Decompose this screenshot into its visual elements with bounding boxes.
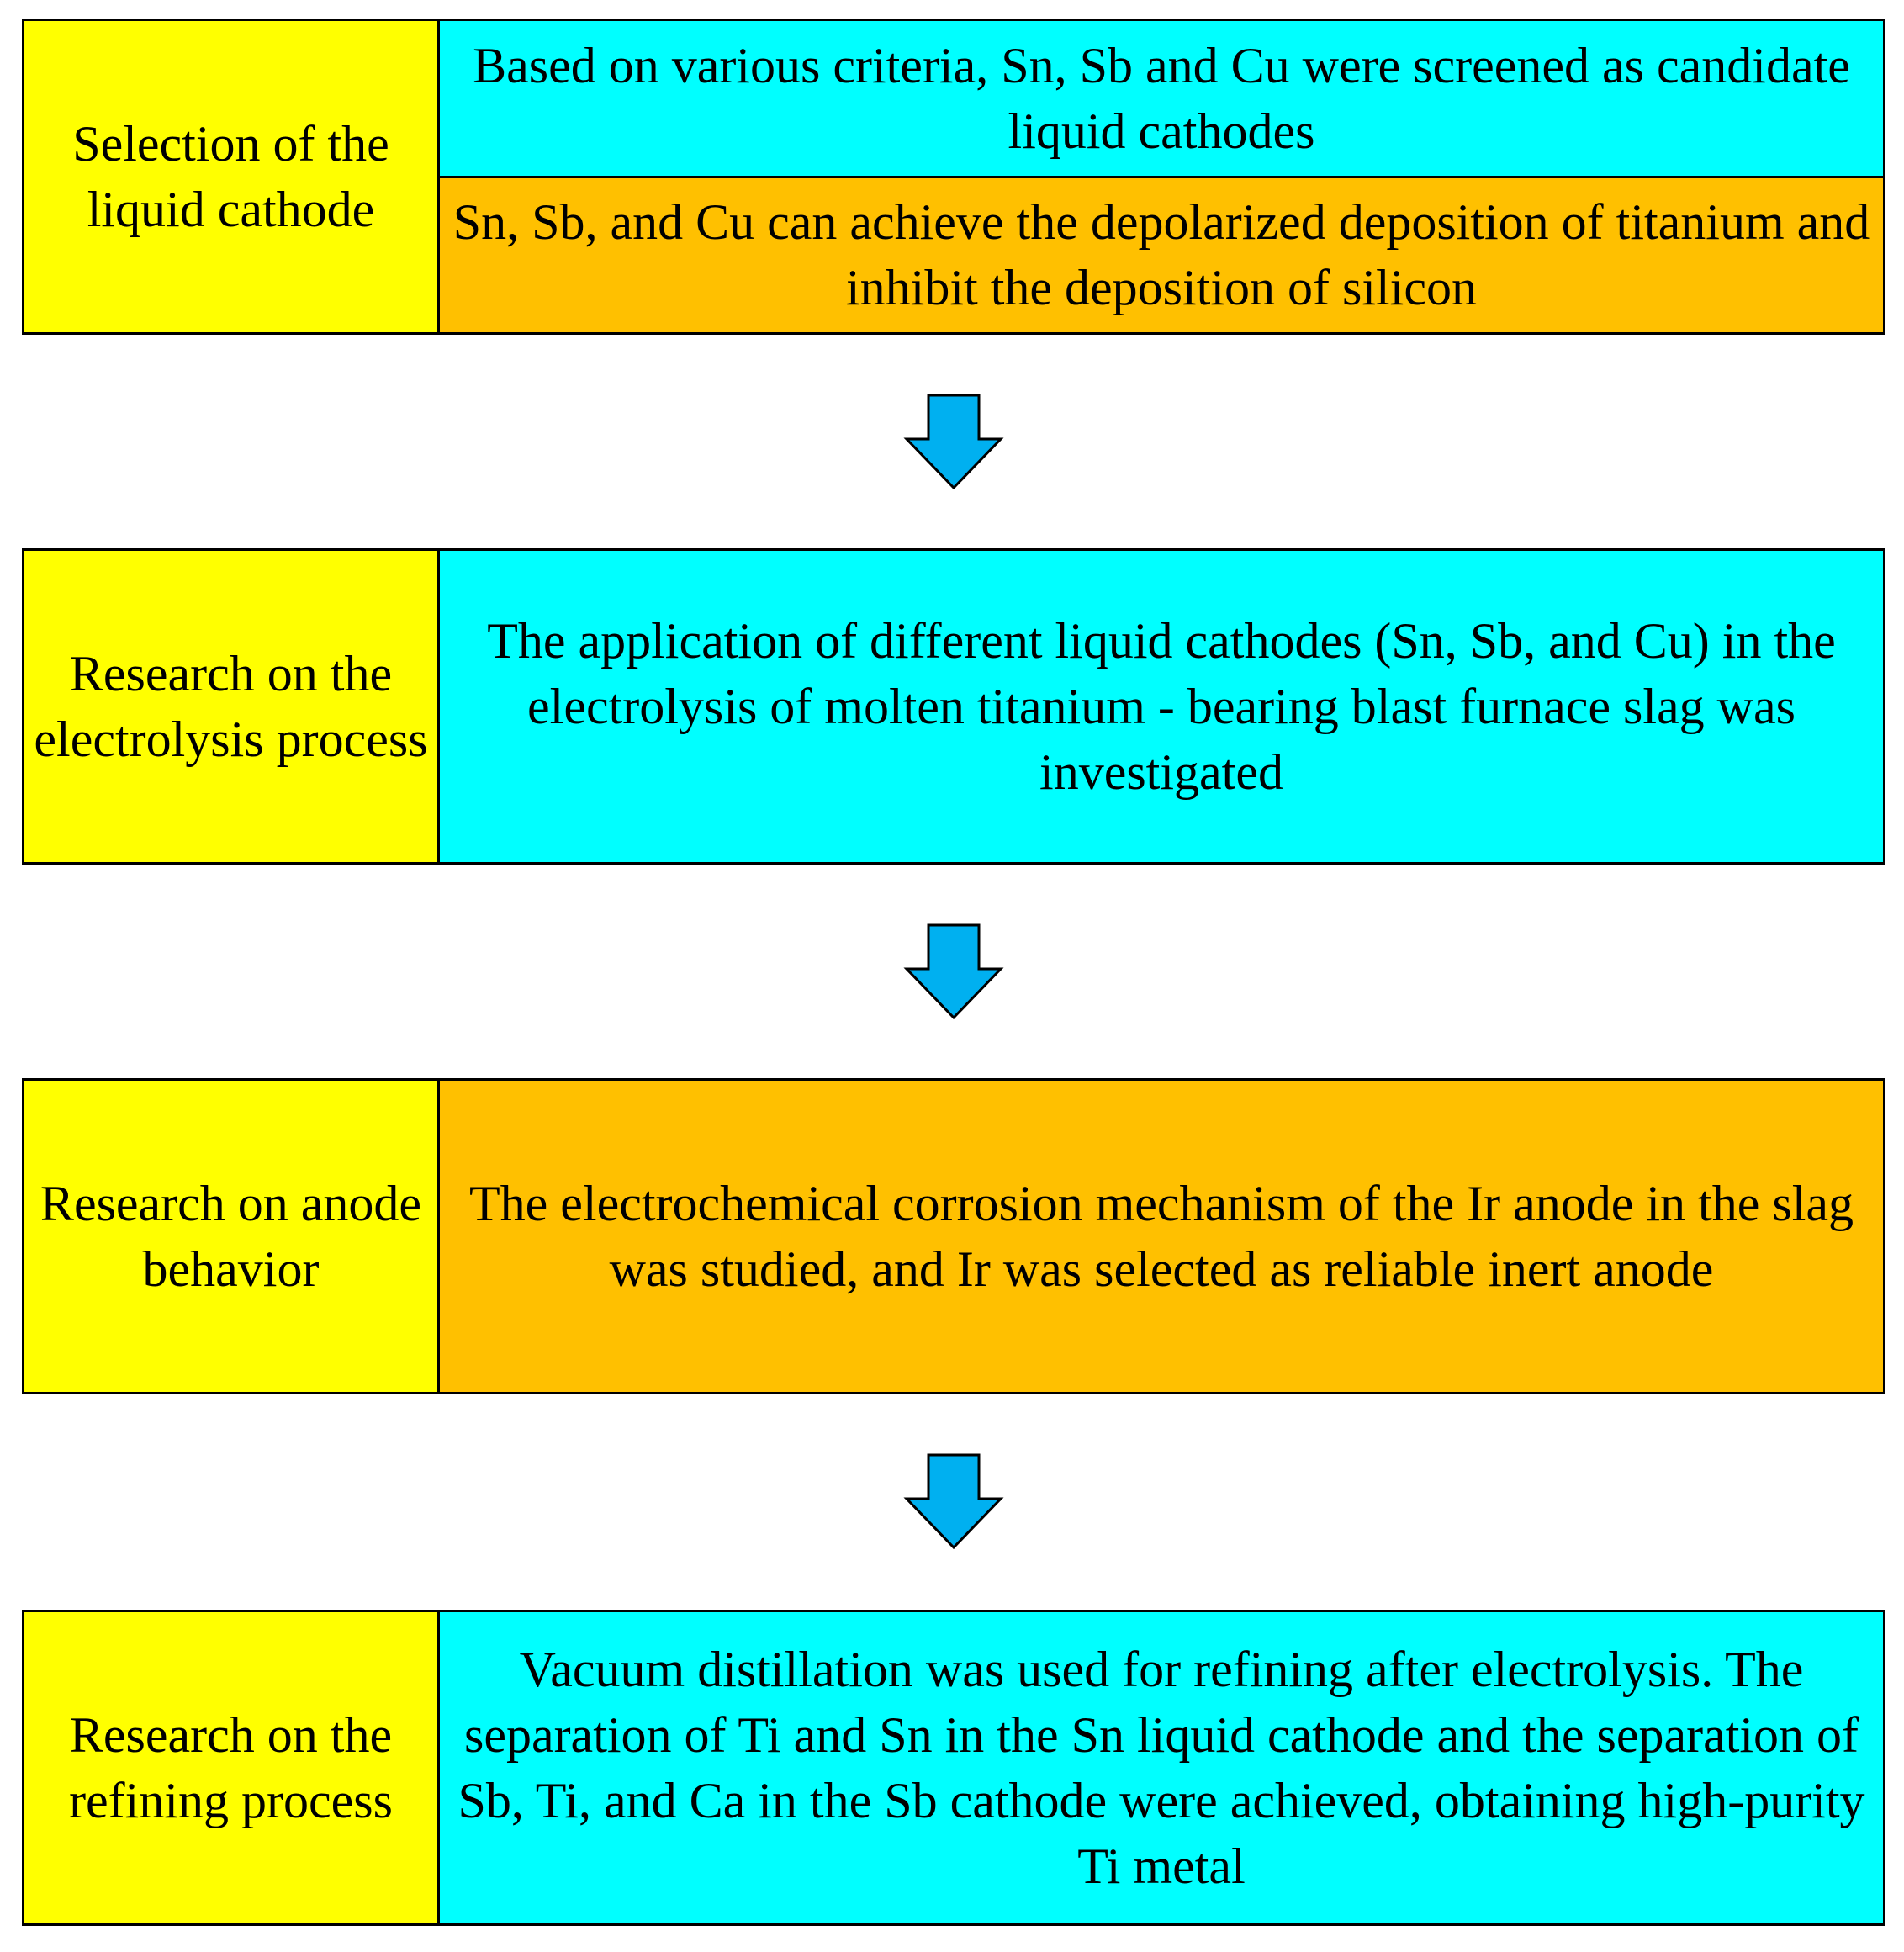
stage-2-body [440,551,1883,862]
stage-2-label: Research on the electrolysis process [24,551,440,862]
flow-arrow-1 [903,394,1004,491]
flow-arrow-2 [903,923,1004,1021]
down-arrow-icon [907,395,1001,488]
down-arrow-icon [907,925,1001,1018]
stage-2-electrolysis-process [22,548,1885,865]
stage-3-cell-1: The electrochemical corrosion mechanism of the Ir anode in the slag was studied, and Ir was selected as reliable inert anode [440,1081,1883,1392]
stage-3-anode-behavior [22,1078,1885,1394]
stage-4-cell-1: Vacuum distillation was used for refining after electrolysis. The separation of Ti and Sn in the Sn liquid cathode and the separation of Sb, Ti, and Ca in the Sb cathode were achieved, obtaining high-purity Ti metal [440,1612,1883,1923]
stage-3-label: Research on anode behavior [24,1081,440,1392]
stage-4-refining-process [22,1610,1885,1926]
stage-1-cell-1: Based on various criteria, Sn, Sb and Cu were screened as candidate liquid cathodes [440,21,1883,176]
stage-2-cell-1: The application of different liquid cathodes (Sn, Sb, and Cu) in the electrolysis of molten titanium - bearing blast furnace slag was investigated [440,551,1883,862]
stage-1-selection-of-liquid-cathode [22,19,1885,335]
stage-3-body [440,1081,1883,1392]
stage-1-cell-2: Sn, Sb, and Cu can achieve the depolarized deposition of titanium and inhibit the deposition of silicon [440,176,1883,333]
stage-4-body [440,1612,1883,1923]
flow-arrow-3 [903,1453,1004,1551]
stage-1-body [440,21,1883,332]
stage-4-label: Research on the refining process [24,1612,440,1923]
down-arrow-icon [907,1455,1001,1547]
stage-1-label: Selection of the liquid cathode [24,21,440,332]
